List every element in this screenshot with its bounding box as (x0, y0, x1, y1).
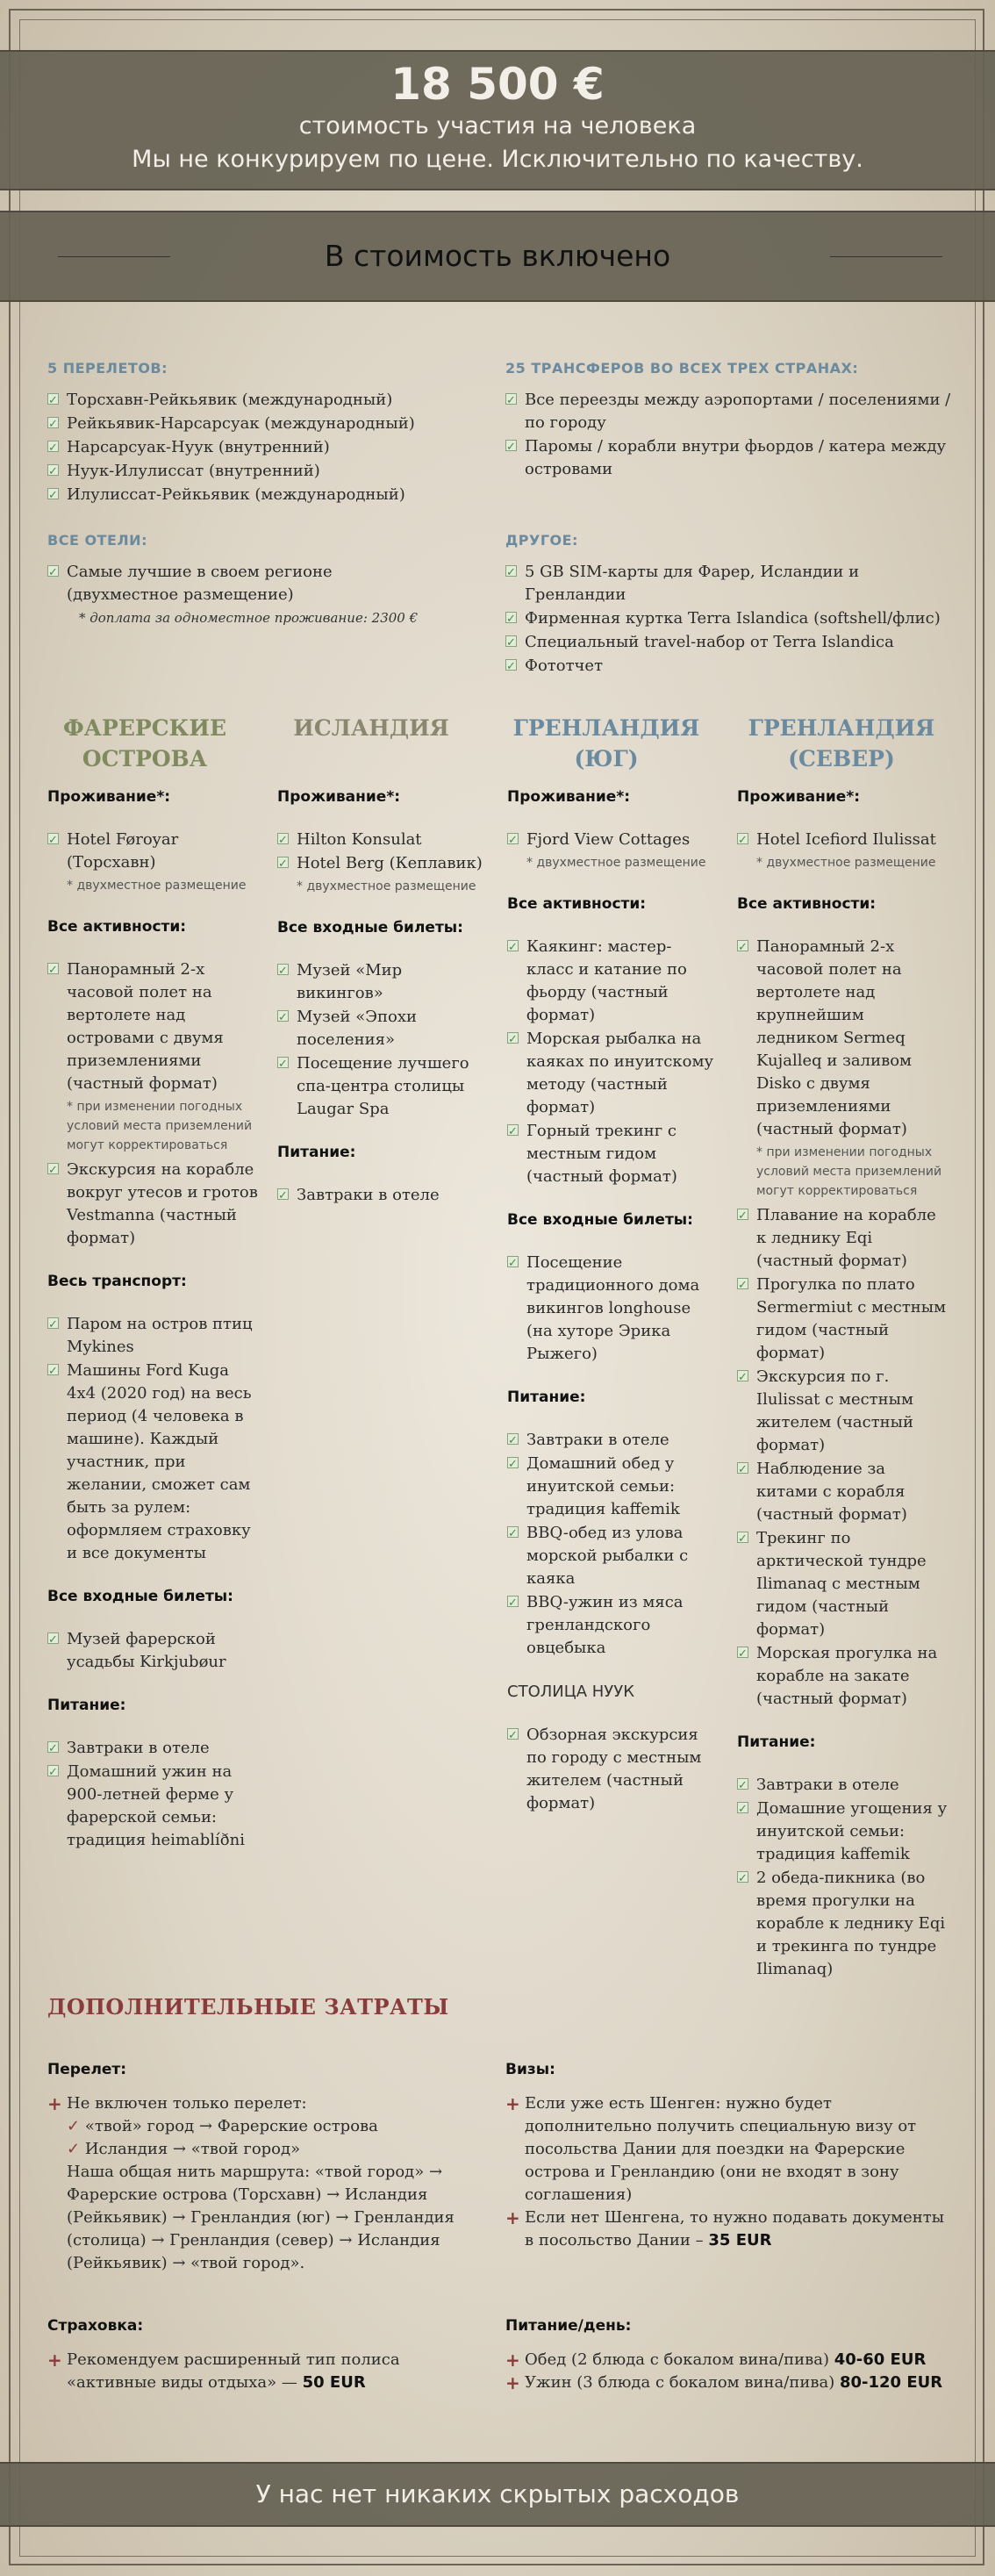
check-icon (737, 1462, 748, 1474)
group-heading: Питание: (277, 1144, 356, 1161)
right-rule (830, 256, 942, 257)
extra-food-heading: Питание/день: (505, 2317, 632, 2335)
group-heading: Проживание*: (507, 788, 631, 806)
extra-visa-list (505, 2092, 953, 2252)
list-item: ✓ Завтраки в отеле (277, 1184, 488, 1207)
column-title-greenland-north: ГРЕНЛАНДИЯ (СЕВЕР) (748, 715, 935, 771)
check-icon (47, 833, 59, 844)
group-list (737, 829, 948, 851)
extra-costs-title: ДОПОЛНИТЕЛЬНЫЕ ЗАТРАТЫ (47, 1994, 449, 2020)
extra-flight (47, 2061, 460, 2275)
check-icon: ✓ (67, 2140, 81, 2158)
list-item: ✓ Hilton Konsulat (277, 829, 488, 851)
group-heading: Проживание*: (737, 788, 861, 806)
group-list (507, 1429, 718, 1660)
check-icon (737, 1802, 748, 1813)
check-icon (47, 441, 59, 452)
list-item: ✓ Горный трекинг с местным гидом (частный формат) (507, 1120, 718, 1188)
group-heading: Все входные билеты: (277, 919, 463, 936)
group-list (277, 959, 488, 1121)
group-heading: Питание: (737, 1733, 816, 1751)
check-icon (507, 1457, 519, 1468)
extra-visa (505, 2061, 953, 2252)
group-accommodation (277, 788, 488, 896)
check-icon (737, 1532, 748, 1543)
check-icon (277, 964, 289, 975)
group-transport (47, 1273, 258, 1565)
list-item: ✓ Домашний обед у инуитской семьи: традиция kaffemik (507, 1453, 718, 1521)
list-item: ✓ Паромы / корабли внутри фьордов / катера между островами (505, 435, 951, 481)
list-item: ✓ 2 обеда-пикника (во время прогулки на корабле к леднику Eqi и трекинга по тундре Ilimanaq) (737, 1867, 948, 1981)
check-icon (47, 417, 59, 428)
list-item: ✓ Экскурсия на корабле вокруг утесов и гротов Vestmanna (частный формат) (47, 1159, 258, 1250)
check-icon (47, 464, 59, 476)
list-item: ✓ Прогулка по плато Sermermiut с местным гидом (частный формат) (737, 1274, 948, 1365)
extra-insurance-heading: Страховка: (47, 2317, 144, 2335)
check-icon (507, 1256, 519, 1267)
landing-note: * при изменении погодных условий места приземлений могут корректироваться (756, 1145, 942, 1198)
list-item: ✓ Завтраки в отеле (47, 1737, 258, 1760)
check-icon (737, 1647, 748, 1658)
check-icon (277, 1188, 289, 1200)
list-item: ✓ Все переезды между аэропортами / поселениями / по городу (505, 389, 951, 434)
list-item: ✓ Фототчет (505, 655, 953, 678)
double-room-note: * двухместное размещение (297, 879, 476, 893)
check-icon (505, 393, 517, 405)
footer-banner (0, 2462, 995, 2527)
route-line: ✓ Исландия → «твой город» (67, 2140, 301, 2158)
column-title-greenland-south: ГРЕНЛАНДИЯ (ЮГ) (512, 715, 700, 771)
group-activities (47, 918, 258, 1250)
list-item: ✓ BBQ-обед из улова морской рыбалки с каяка (507, 1522, 718, 1590)
price-per-person: стоимость участия на человека (298, 112, 697, 140)
group-list (737, 1774, 948, 1981)
list-item: ✓ Hotel Føroyar (Торсхавн) (47, 829, 258, 874)
group-food (47, 1697, 258, 1852)
column-greenland-south (507, 788, 718, 1838)
check-icon (277, 833, 289, 844)
list-item: ✓ Экскурсия по г. Ilulissat с местным жителем (частный формат) (737, 1366, 948, 1457)
list-item: ✓ Торсхавн-Рейкьявик (международный) (47, 389, 486, 412)
group-list (507, 1724, 718, 1815)
list-item: + Если уже есть Шенген: нужно будет дополнительно получить специальную визу от посольства Дании для поездки на Фарерские острова и Гренландию (они не входят в зону соглашения) (505, 2093, 917, 2204)
landing-note: * при изменении погодных условий места приземлений могут корректироваться (67, 1100, 253, 1152)
visa-price: 35 EUR (708, 2231, 772, 2250)
check-icon (47, 1163, 59, 1174)
group-food (277, 1144, 488, 1207)
list-item: ✓ Музей «Мир викингов» (277, 959, 488, 1005)
flights-title: 5 ПЕРЕЛЕТОВ: (47, 360, 168, 377)
check-icon (505, 612, 517, 623)
list-item: + Не включен только перелет: (47, 2093, 307, 2114)
list-item: ✓ Нуук-Илулиссат (внутренний) (47, 460, 486, 483)
other-section (505, 532, 953, 678)
hotels-section (47, 532, 433, 626)
group-heading: Все активности: (47, 918, 187, 936)
group-food (507, 1388, 718, 1660)
list-item: ✓ Морская прогулка на корабле на закате (частный формат) (737, 1642, 948, 1711)
group-activities (507, 895, 718, 1188)
group-heading: Весь транспорт: (47, 1273, 187, 1290)
group-food (737, 1733, 948, 1981)
check-icon (505, 635, 517, 647)
check-icon (737, 1370, 748, 1381)
group-heading: Все входные билеты: (507, 1211, 693, 1229)
flights-section (47, 360, 486, 507)
transfers-section (505, 360, 951, 482)
group-accommodation (737, 788, 948, 872)
check-icon (47, 565, 59, 577)
check-icon (507, 1124, 519, 1136)
other-list (505, 561, 953, 678)
hotels-list (47, 561, 433, 606)
group-accommodation (507, 788, 718, 872)
group-list (47, 1737, 258, 1852)
group-accommodation (47, 788, 258, 895)
list-item: ✓ Фирменная куртка Terra Islandica (softshell/флис) (505, 607, 953, 630)
included-banner (0, 211, 995, 302)
list-item: ✓ Трекинг по арктической тундре Ilimanaq с местным гидом (частный формат) (737, 1527, 948, 1641)
list-item: ✓ Панорамный 2-х часовой полет на вертолете над крупнейшим ледником Sermeq Kujalleq и заливом Disko с двумя приземлениями (частный формат) (737, 936, 948, 1141)
lunch-price: 40-60 EUR (834, 2350, 927, 2369)
check-icon (507, 940, 519, 951)
list-item: ✓ BBQ-ужин из мяса гренландского овцебыка (507, 1591, 718, 1660)
group-list (737, 936, 948, 1141)
check-icon (505, 659, 517, 671)
column-title-faroe: ФАРЕРСКИЕ ОСТРОВА (62, 715, 227, 771)
list-item: + Ужин (3 блюда с бокалом вина/пива) 80-120 EUR (505, 2372, 943, 2393)
single-supplement-note: * доплата за одноместное проживание: 2300 € (79, 610, 419, 626)
list-item: ✓ Наблюдение за китами с корабля (частный формат) (737, 1458, 948, 1526)
list-item: ✓ Панорамный 2-х часовой полет на вертолете над островами с двумя приземлениями (частный формат) (47, 958, 258, 1095)
double-room-note: * двухместное размещение (526, 856, 706, 870)
extra-food-list (505, 2349, 953, 2394)
column-greenland-north (737, 788, 948, 2004)
group-list (47, 1628, 258, 1674)
price: 18 500 € (390, 59, 605, 110)
check-icon: ✓ (67, 2117, 81, 2135)
capital-heading: СТОЛИЦА НУУК (507, 1683, 634, 1701)
included-heading: В стоимость включено (324, 239, 671, 273)
column-iceland (277, 788, 488, 1230)
list-item: ✓ Hotel Berg (Кеплавик) (277, 852, 488, 875)
group-heading: Все входные билеты: (47, 1588, 233, 1605)
check-icon (737, 1871, 748, 1883)
footer-text: У нас нет никаких скрытых расходов (255, 2479, 740, 2508)
plus-icon: + (47, 2350, 62, 2371)
route-line: ✓ «твой» город → Фарерские острова (67, 2117, 378, 2135)
group-list (507, 936, 718, 1188)
list-item: ✓ Завтраки в отеле (507, 1429, 718, 1452)
list-item: + Рекомендуем расширенный тип полиса «активные виды отдыха» — 50 EUR (47, 2350, 400, 2392)
left-rule (58, 256, 170, 257)
check-icon (47, 1317, 59, 1329)
check-icon (737, 833, 748, 844)
list-item: ✓ Обзорная экскурсия по городу с местным жителем (частный формат) (507, 1724, 718, 1815)
extra-insurance (47, 2317, 460, 2394)
group-heading: Проживание*: (47, 788, 171, 806)
hotels-title: ВСЕ ОТЕЛИ: (47, 532, 147, 549)
group-heading: Питание: (47, 1697, 126, 1714)
check-icon (47, 1632, 59, 1644)
check-icon (47, 1364, 59, 1375)
check-icon (737, 1278, 748, 1289)
flights-list (47, 389, 486, 506)
group-capital (507, 1683, 718, 1815)
check-icon (47, 488, 59, 499)
list-item: + Обед (2 блюда с бокалом вина/пива) 40-60 EUR (505, 2350, 927, 2371)
group-list (47, 1313, 258, 1565)
list-item: ✓ Специальный travel-набор от Terra Islandica (505, 631, 953, 654)
list-item: ✓ Музей фарерской усадьбы Kirkjubøur (47, 1628, 258, 1674)
route-description: Наша общая нить маршрута: «твой город» → Фарерские острова (Торсхавн) → Исландия (Рейкьявик) → Гренландия (юг) → Гренландия (столица) → Гренландия (север) → Исландия (Рейкьявик) → «твой город». (67, 2163, 455, 2272)
check-icon (47, 1765, 59, 1776)
group-list (47, 1159, 258, 1250)
plus-icon: + (505, 2350, 520, 2371)
list-item: ✓ Плавание на корабле к леднику Eqi (частный формат) (737, 1204, 948, 1273)
list-item: ✓ Домашние угощения у инуитской семьи: традиция kaffemik (737, 1797, 948, 1866)
extra-flight-heading: Перелет: (47, 2061, 127, 2078)
list-item: ✓ Fjord View Cottages (507, 829, 718, 851)
insurance-price: 50 EUR (302, 2373, 366, 2392)
group-list (507, 1252, 718, 1366)
check-icon (277, 857, 289, 868)
column-title-iceland: ИСЛАНДИЯ (293, 715, 449, 741)
double-room-note: * двухместное размещение (67, 879, 247, 893)
check-icon (277, 1010, 289, 1022)
list-item: ✓ Завтраки в отеле (737, 1774, 948, 1797)
group-tickets (277, 919, 488, 1121)
list-item: ✓ Машины Ford Kuga 4x4 (2020 год) на весь период (4 человека в машине). Каждый участник, при желании, сможет сам быть за рулем: оформляем страховку и все документы (47, 1360, 258, 1565)
list-item: ✓ Илулиссат-Рейкьявик (международный) (47, 484, 486, 506)
group-heading: Все активности: (737, 895, 877, 913)
plus-icon: + (505, 2207, 520, 2228)
check-icon (507, 1728, 519, 1740)
extra-food (505, 2317, 953, 2394)
group-heading: Все активности: (507, 895, 647, 913)
group-list (737, 1204, 948, 1711)
plus-icon: + (505, 2372, 520, 2393)
group-list (277, 829, 488, 875)
list-item: ✓ Посещение лучшего спа-центра столицы Laugar Spa (277, 1052, 488, 1121)
list-item: ✓ Домашний ужин на 900-летней ферме у фарерской семьи: традиция heimablíðni (47, 1761, 258, 1852)
extra-flight-list (47, 2092, 460, 2115)
group-heading: Проживание*: (277, 788, 401, 806)
group-tickets (507, 1211, 718, 1366)
list-item: ✓ Музей «Эпохи поселения» (277, 1006, 488, 1051)
price-banner (0, 50, 995, 190)
check-icon (737, 1209, 748, 1220)
check-icon (505, 565, 517, 577)
check-icon (507, 1032, 519, 1044)
group-list (507, 829, 718, 851)
plus-icon: + (47, 2093, 62, 2114)
check-icon (507, 833, 519, 844)
extra-insurance-list (47, 2349, 460, 2394)
dinner-price: 80-120 EUR (839, 2373, 943, 2392)
check-icon (505, 440, 517, 451)
group-heading: Питание: (507, 1388, 586, 1406)
double-room-note: * двухместное размещение (756, 856, 936, 870)
other-title: ДРУГОЕ: (505, 532, 578, 549)
list-item: ✓ Посещение традиционного дома викингов longhouse (на хуторе Эрика Рыжего) (507, 1252, 718, 1366)
transfers-list (505, 389, 951, 481)
check-icon (507, 1596, 519, 1607)
tagline: Мы не конкурируем по цене. Исключительно по качеству. (132, 146, 863, 173)
group-list (47, 958, 258, 1095)
list-item: ✓ Морская рыбалка на каяках по инуитскому методу (частный формат) (507, 1028, 718, 1119)
check-icon (737, 940, 748, 951)
group-list (47, 829, 258, 874)
list-item: ✓ Рейкьявик-Нарсарсуак (международный) (47, 413, 486, 435)
check-icon (507, 1433, 519, 1445)
plus-icon: + (505, 2093, 520, 2114)
list-item: + Если нет Шенгена, то нужно подавать документы в посольство Дании – 35 EUR (505, 2207, 945, 2250)
list-item: ✓ Нарсарсуак-Нуук (внутренний) (47, 436, 486, 459)
check-icon (737, 1778, 748, 1790)
list-item: ✓ Паром на остров птиц Mykines (47, 1313, 258, 1359)
extra-visa-heading: Визы: (505, 2061, 555, 2078)
list-item: ✓ Каякинг: мастер-класс и катание по фьорду (частный формат) (507, 936, 718, 1027)
column-faroe (47, 788, 258, 1875)
group-activities (737, 895, 948, 1711)
check-icon (507, 1526, 519, 1538)
check-icon (277, 1057, 289, 1068)
check-icon (47, 963, 59, 974)
list-item: ✓ 5 GB SIM-карты для Фарер, Исландии и Гренландии (505, 561, 953, 606)
group-list (277, 1184, 488, 1207)
list-item: ✓ Самые лучшие в своем регионе (двухместное размещение) (47, 561, 433, 606)
group-tickets (47, 1588, 258, 1674)
transfers-title: 25 ТРАНСФЕРОВ ВО ВСЕХ ТРЕХ СТРАНАХ: (505, 360, 859, 377)
check-icon (47, 393, 59, 405)
list-item: ✓ Hotel Icefiord Ilulissat (737, 829, 948, 851)
check-icon (47, 1741, 59, 1753)
